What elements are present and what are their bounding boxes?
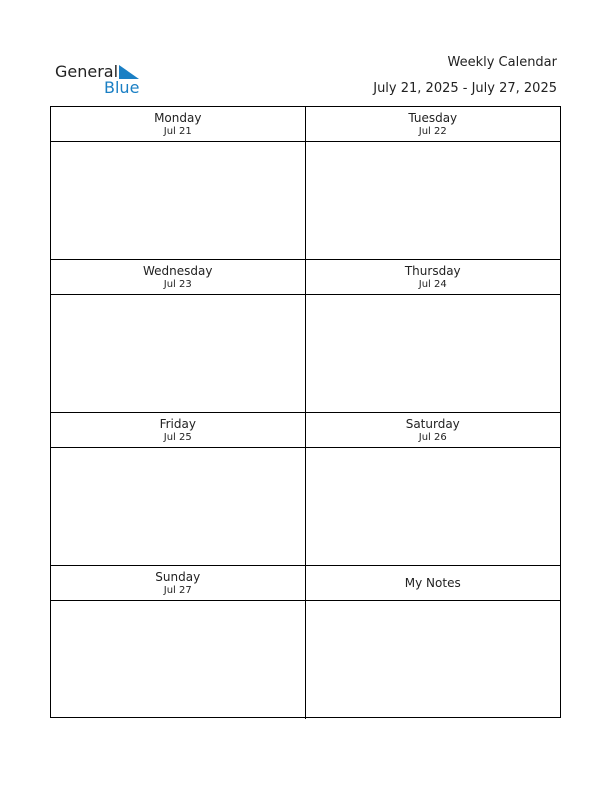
day-date: Jul 25	[163, 431, 192, 443]
day-body	[306, 295, 561, 413]
day-header	[306, 107, 561, 142]
day-body	[51, 142, 306, 260]
notes-label: My Notes	[404, 576, 461, 590]
day-date: Jul 23	[163, 278, 192, 290]
day-name: Friday	[159, 416, 196, 431]
day-header	[51, 107, 306, 142]
day-name: Wednesday	[143, 263, 213, 278]
notes-body	[306, 601, 561, 719]
notes-header	[306, 566, 561, 601]
day-body	[51, 601, 306, 719]
day-name: Thursday	[404, 263, 461, 278]
logo-blue: Blue	[104, 78, 140, 97]
day-header	[51, 566, 306, 601]
day-header	[51, 260, 306, 295]
day-body	[51, 295, 306, 413]
day-body	[306, 448, 561, 566]
day-date: Jul 26	[418, 431, 447, 443]
day-date: Jul 21	[163, 125, 192, 137]
day-name: Saturday	[405, 416, 460, 431]
day-body	[306, 142, 561, 260]
logo-triangle-icon	[119, 65, 139, 79]
day-name: Tuesday	[408, 110, 458, 125]
day-date: Jul 27	[163, 584, 192, 596]
day-date: Jul 22	[418, 125, 447, 137]
day-name: Sunday	[155, 569, 201, 584]
day-body	[51, 448, 306, 566]
date-range: July 21, 2025 - July 27, 2025	[373, 81, 557, 96]
logo-general: General	[55, 62, 119, 81]
calendar-grid	[50, 106, 561, 718]
page-title: Weekly Calendar	[447, 55, 557, 70]
logo	[55, 62, 145, 98]
day-date: Jul 24	[418, 278, 447, 290]
day-header	[306, 260, 561, 295]
day-header	[306, 413, 561, 448]
day-header	[51, 413, 306, 448]
day-name: Monday	[154, 110, 202, 125]
